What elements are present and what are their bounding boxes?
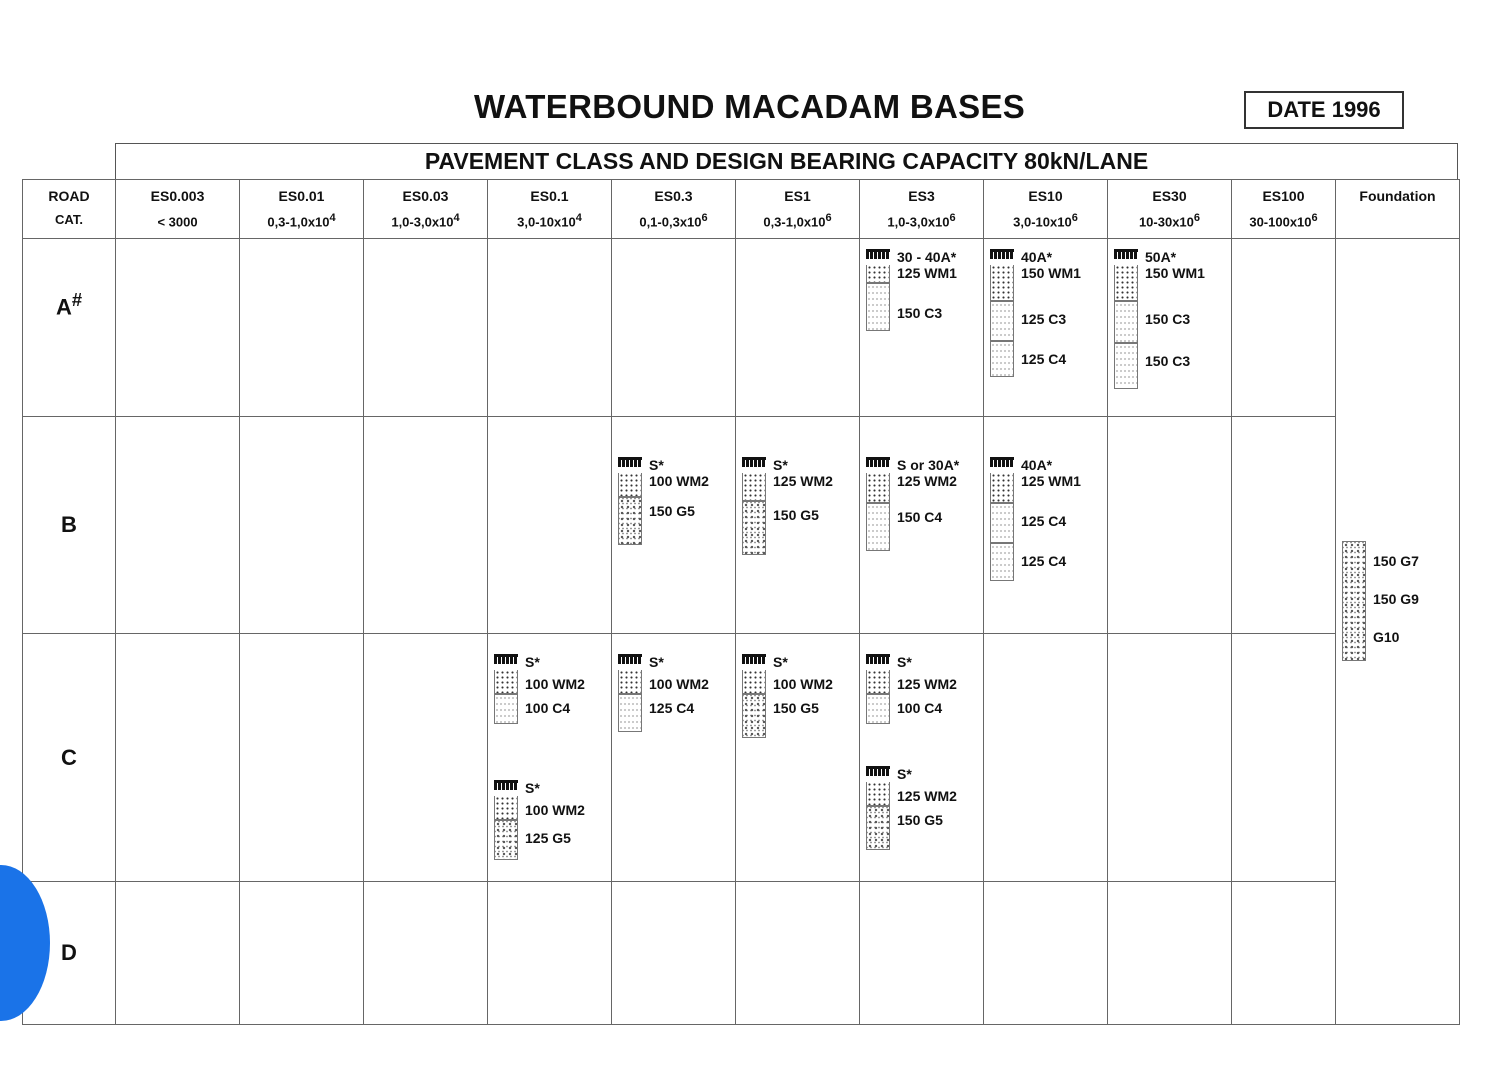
design-cell bbox=[736, 417, 860, 634]
gravel-base-icon bbox=[742, 694, 766, 738]
macadam-base-icon bbox=[866, 265, 890, 283]
cemented-subbase-icon bbox=[990, 503, 1014, 543]
row-c bbox=[23, 634, 1460, 882]
cemented-subbase-icon bbox=[494, 694, 518, 724]
surfacing-icon bbox=[866, 249, 890, 259]
design-table bbox=[22, 179, 1460, 1025]
gravel-base-icon bbox=[742, 501, 766, 555]
class-header: ES10 $3,0-10x10^6$ bbox=[984, 180, 1108, 239]
pavement-design: S* 100 WM2 150 G5 bbox=[742, 654, 833, 738]
surfacing-icon bbox=[990, 249, 1014, 259]
road-cat-c: C bbox=[23, 634, 116, 882]
pavement-design: S* 125 WM2 100 C4 bbox=[866, 654, 957, 724]
page-title: WATERBOUND MACADAM BASES bbox=[474, 88, 1026, 125]
cemented-subbase-icon bbox=[990, 543, 1014, 581]
design-cell bbox=[736, 634, 860, 882]
macadam-base-icon bbox=[618, 670, 642, 694]
pavement-design: S* 100 WM2 100 C4 bbox=[494, 654, 585, 724]
design-cell bbox=[860, 239, 984, 417]
surfacing-icon bbox=[866, 654, 890, 664]
row-d bbox=[23, 882, 1460, 1025]
surfacing-icon bbox=[866, 766, 890, 776]
design-cell bbox=[984, 417, 1108, 634]
pavement-design: S or 30A* 125 WM2 150 C4 bbox=[866, 457, 959, 551]
cemented-subbase-icon bbox=[618, 694, 642, 732]
surfacing-icon bbox=[990, 457, 1014, 467]
pavement-design: S* 100 WM2 125 G5 bbox=[494, 780, 585, 860]
class-header: ES30 $10-30x10^6$ bbox=[1108, 180, 1232, 239]
foundation-header: Foundation bbox=[1336, 180, 1460, 239]
design-cell bbox=[860, 417, 984, 634]
design-cell bbox=[612, 634, 736, 882]
gravel-foundation-icon bbox=[1342, 541, 1366, 661]
cemented-subbase-icon bbox=[866, 694, 890, 724]
surfacing-icon bbox=[618, 457, 642, 467]
surfacing-icon bbox=[494, 654, 518, 664]
macadam-base-icon bbox=[494, 796, 518, 820]
row-b bbox=[23, 417, 1460, 634]
gravel-base-icon bbox=[618, 497, 642, 545]
surfacing-icon bbox=[618, 654, 642, 664]
class-header: ES3 $1,0-3,0x10^6$ bbox=[860, 180, 984, 239]
macadam-base-icon bbox=[990, 265, 1014, 301]
class-header: ES0.03 $1,0-3,0x10^4$ bbox=[364, 180, 488, 239]
macadam-base-icon bbox=[866, 670, 890, 694]
pavement-design: S* 100 WM2 150 G5 bbox=[618, 457, 709, 545]
pavement-design: S* 125 WM2 150 G5 bbox=[866, 766, 957, 850]
date-box: DATE 1996 bbox=[1244, 91, 1404, 129]
design-cell bbox=[1108, 239, 1232, 417]
design-cell bbox=[984, 239, 1108, 417]
cemented-subbase-icon bbox=[990, 341, 1014, 377]
gravel-base-icon bbox=[494, 820, 518, 860]
cemented-subbase-icon bbox=[1114, 343, 1138, 389]
class-header: ES0.3 $0,1-0,3x10^6$ bbox=[612, 180, 736, 239]
pavement-design: 50A* 150 WM1 150 C3 150 C3 bbox=[1114, 249, 1205, 389]
foundation-design: 150 G7 150 G9 G10 bbox=[1342, 541, 1419, 661]
macadam-base-icon bbox=[990, 473, 1014, 503]
surfacing-icon bbox=[742, 654, 766, 664]
road-cat-a: A# bbox=[23, 239, 116, 417]
surfacing-icon bbox=[494, 780, 518, 790]
surfacing-icon bbox=[742, 457, 766, 467]
design-cell bbox=[612, 417, 736, 634]
macadam-base-icon bbox=[742, 473, 766, 501]
macadam-base-icon bbox=[866, 782, 890, 806]
macadam-base-icon bbox=[742, 670, 766, 694]
road-cat-header: ROAD CAT. bbox=[23, 180, 116, 239]
class-header: ES100 $30-100x10^6$ bbox=[1232, 180, 1336, 239]
macadam-base-icon bbox=[1114, 265, 1138, 301]
cemented-subbase-icon bbox=[866, 283, 890, 331]
surfacing-icon bbox=[1114, 249, 1138, 259]
class-header: ES0.1 $3,0-10x10^4$ bbox=[488, 180, 612, 239]
gravel-base-icon bbox=[866, 806, 890, 850]
pavement-design: S* 125 WM2 150 G5 bbox=[742, 457, 833, 555]
surfacing-icon bbox=[866, 457, 890, 467]
design-cell bbox=[860, 634, 984, 882]
pavement-design: 40A* 150 WM1 125 C3 125 C4 bbox=[990, 249, 1081, 377]
foundation-cell bbox=[1336, 239, 1460, 1025]
cemented-subbase-icon bbox=[866, 503, 890, 551]
macadam-base-icon bbox=[618, 473, 642, 497]
row-a bbox=[23, 239, 1460, 417]
pavement-design: 30 - 40A* 125 WM1 150 C3 bbox=[866, 249, 957, 331]
pavement-design: 40A* 125 WM1 125 C4 125 C4 bbox=[990, 457, 1081, 581]
pavement-class-heading: PAVEMENT CLASS AND DESIGN BEARING CAPACITY 80kN/LANE bbox=[115, 143, 1458, 179]
class-header: ES0.003 < 3000 bbox=[116, 180, 240, 239]
pavement-design: S* 100 WM2 125 C4 bbox=[618, 654, 709, 732]
class-header: ES0.01 $0,3-1,0x10^4$ bbox=[240, 180, 364, 239]
class-header: ES1 $0,3-1,0x10^6$ bbox=[736, 180, 860, 239]
header-row bbox=[23, 180, 1460, 239]
cemented-subbase-icon bbox=[990, 301, 1014, 341]
road-cat-b: B bbox=[23, 417, 116, 634]
road-cat-d: D bbox=[23, 882, 116, 1025]
design-cell bbox=[488, 634, 612, 882]
cemented-subbase-icon bbox=[1114, 301, 1138, 343]
macadam-base-icon bbox=[494, 670, 518, 694]
macadam-base-icon bbox=[866, 473, 890, 503]
